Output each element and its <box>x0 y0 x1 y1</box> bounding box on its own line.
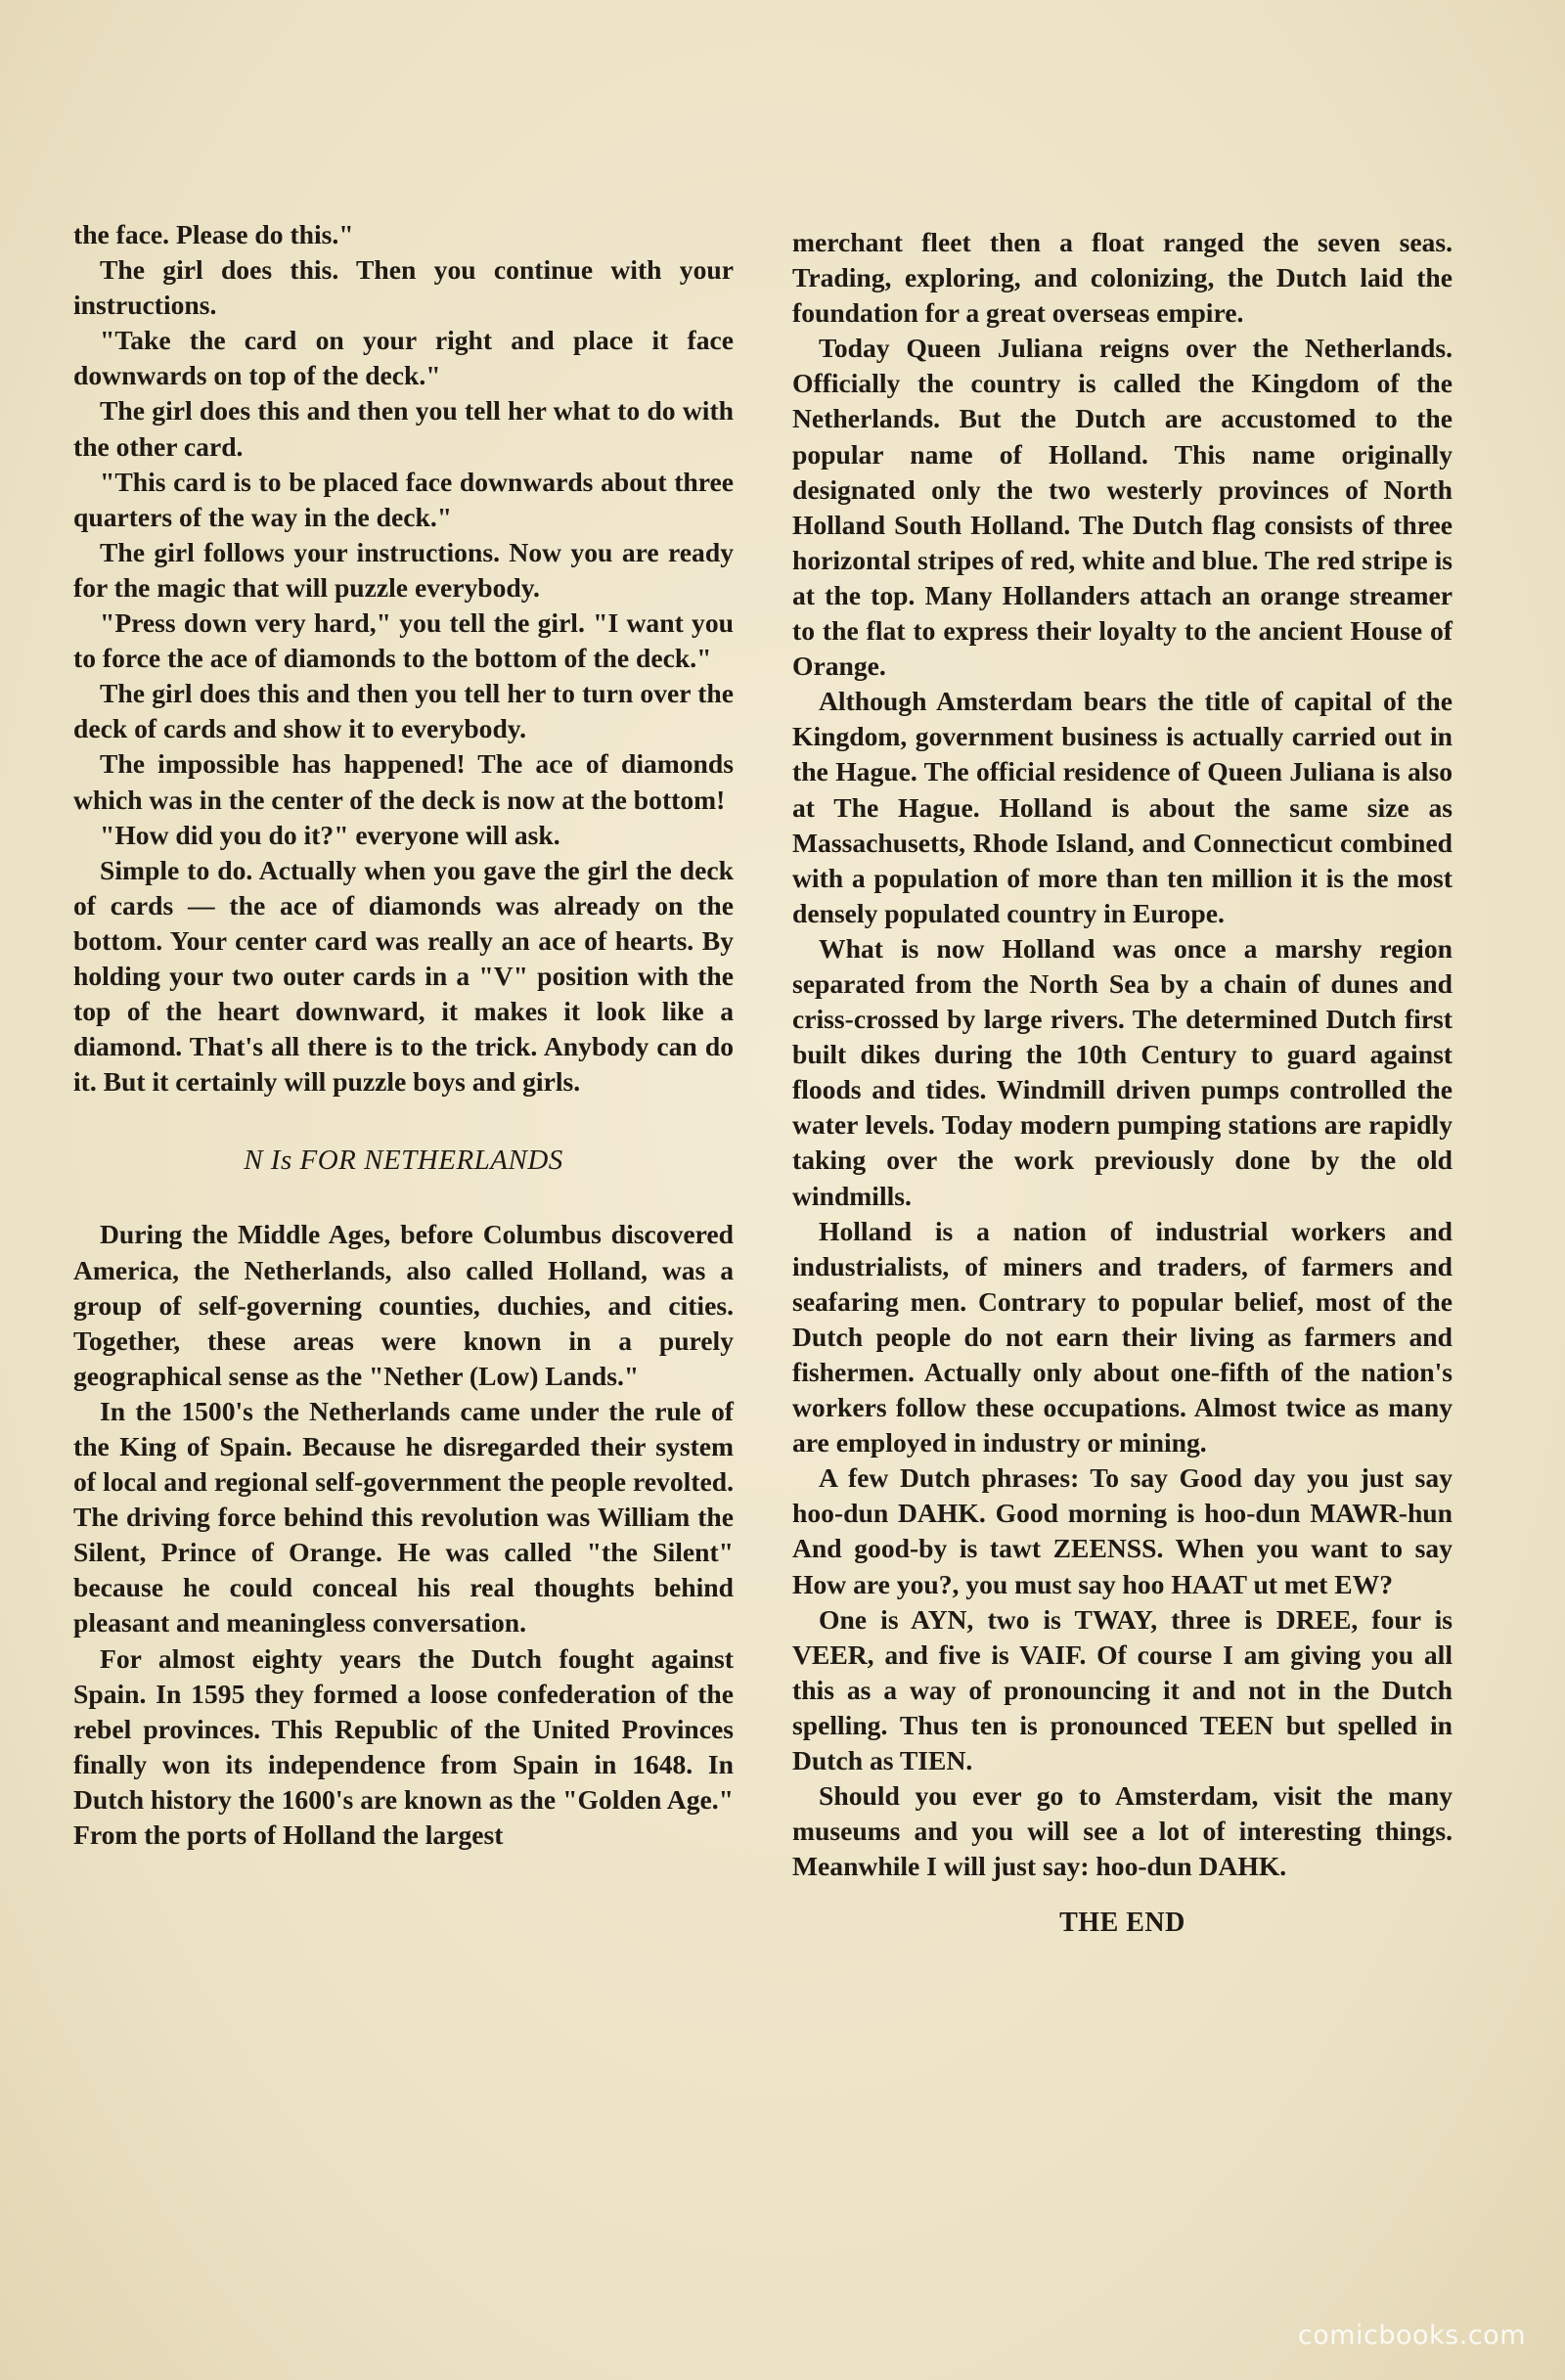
paragraph: Should you ever go to Amsterdam, visit the many museums and you will see a lot of interesting things. Meanwhile I will just say: hoo-dun DAHK. <box>792 1780 1453 1882</box>
paragraph: The girl does this and then you tell her to turn over the deck of cards and show it to everybody. <box>73 678 734 744</box>
paragraph: The girl follows your instructions. Now you are ready for the magic that will puzzle everybody. <box>73 536 734 603</box>
paragraph: "How did you do it?" everyone will ask. <box>100 819 560 850</box>
left-column <box>73 217 734 1853</box>
site-watermark: comicbooks.com <box>1297 2320 1526 2351</box>
paragraph: The girl does this and then you tell her what to do with the other card. <box>73 395 734 462</box>
paragraph: "This card is to be placed face downwards about three quarters of the way in the deck." <box>73 466 734 532</box>
paragraph: What is now Holland was once a marshy region separated from the North Sea by a chain of dunes and criss-crossed by large rivers. The determined Dutch first built dikes during the 10th Century to guard against floods and tides. Windmill driven pumps controlled the water levels. Today modern pumping stations are rapidly taking over the work previously done by the old windmills. <box>792 932 1453 1211</box>
right-column <box>792 225 1453 1942</box>
paragraph: "Take the card on your right and place it face downwards on top of the deck." <box>73 325 734 391</box>
paragraph: Holland is a nation of industrial workers and industrialists, of miners and traders, of farmers and seafaring men. Contrary to popular belief, most of the Dutch people do not earn their living as farmers and fishermen. Actually only about one-fifth of the nation's workers follow these occupations. Almost twice as many are employed in industry or mining. <box>792 1215 1453 1459</box>
paragraph: Today Queen Juliana reigns over the Netherlands. Officially the country is called the Kingdom of the Netherlands. But the Dutch are accustomed to the popular name of Holland. This name originally designated only the two westerly provinces of North Holland South Holland. The Dutch flag consists of three horizontal stripes of red, white and blue. The red stripe is at the top. Many Hollanders attach an orange streamer to the flat to express their loyalty to the ancient House of Orange. <box>792 333 1453 682</box>
paragraph: One is AYN, two is TWAY, three is DREE, four is VEER, and five is VAIF. Of course I am giving you all this as a way of pronouncing it and not in the Dutch spelling. Thus ten is pronounced TEEN but spelled in Dutch as TIEN. <box>792 1603 1453 1776</box>
paragraph: A few Dutch phrases: To say Good day you just say hoo-dun DAHK. Good morning is hoo-dun MAWR-hun And good-by is tawt ZEENSS. When you want to say How are you?, you must say hoo HAAT ut met EW? <box>792 1462 1453 1599</box>
paragraph: The girl does this. Then you continue with your instructions. <box>73 254 734 321</box>
paragraph: Simple to do. Actually when you gave the girl the deck of cards — the ace of diamonds was already on the bottom. Your center card was really an ace of hearts. By holding your two outer cards in a "V" position with the top of the heart downward, it makes it look like a diamond. That's all there is to the trick. Anybody can do it. But it certainly will puzzle boys and girls. <box>73 854 734 1098</box>
paragraph: For almost eighty years the Dutch fought against Spain. In 1595 they formed a loose confederation of the rebel provinces. This Republic of the United Provinces finally won its independence from Spain in 1648. In Dutch history the 1600's are known as the "Golden Age." From the ports of Holland the largest <box>73 1642 734 1851</box>
paragraph: The impossible has happened! The ace of diamonds which was in the center of the deck is now at the bottom! <box>73 748 734 815</box>
paragraph: merchant fleet then a float ranged the seven seas. Trading, exploring, and colonizing, the Dutch laid the foundation for a great overseas empire. <box>792 227 1453 329</box>
paragraph: Although Amsterdam bears the title of capital of the Kingdom, government business is actually carried out in the Hague. The official residence of Queen Juliana is also at The Hague. Holland is about the same size as Massachusetts, Rhode Island, and Connecticut combined with a population of more than ten million it is the most densely populated country in Europe. <box>792 686 1453 928</box>
paragraph: In the 1500's the Netherlands came under the rule of the King of Spain. Because he disregarded their system of local and regional self-government the people revolted. The driving force behind this revolution was William the Silent, Prince of Orange. He was called "the Silent" because he could conceal his real thoughts behind pleasant and meaningless conversation. <box>73 1395 734 1639</box>
paragraph: the face. Please do this." <box>73 219 354 249</box>
section-heading: N Is FOR NETHERLANDS <box>244 1145 563 1177</box>
the-end-label: THE END <box>1059 1908 1185 1939</box>
paragraph: During the Middle Ages, before Columbus discovered America, the Netherlands, also called Holland, was a group of self-governing counties, duchies, and cities. Together, these areas were known in a purely geographical sense as the "Nether (Low) Lands." <box>73 1219 734 1391</box>
paragraph: "Press down very hard," you tell the girl. "I want you to force the ace of diamonds to the bottom of the deck." <box>73 607 734 674</box>
